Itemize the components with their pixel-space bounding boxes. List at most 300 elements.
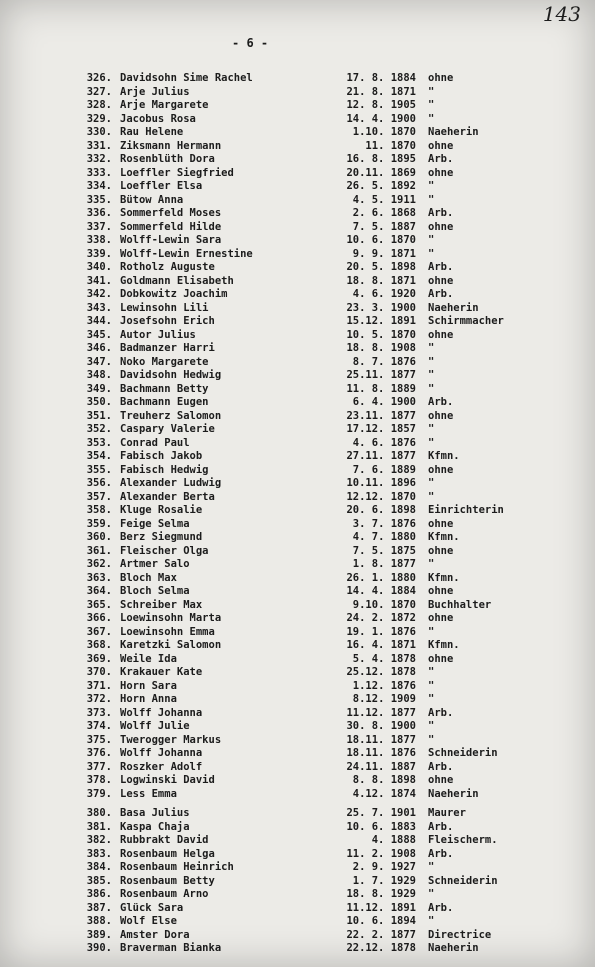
occupation: Naeherin bbox=[428, 126, 479, 138]
entry-number: 385. bbox=[86, 874, 112, 887]
birth-date: 8. 7. 1876 bbox=[352, 355, 416, 368]
entry-number: 382. bbox=[86, 834, 112, 846]
person-name: Ziksmann Hermann bbox=[120, 139, 222, 152]
occupation: ohne bbox=[428, 328, 454, 341]
birth-date: 23.11. 1877 bbox=[346, 409, 416, 422]
list-row bbox=[66, 410, 575, 424]
list-row bbox=[66, 531, 575, 545]
occupation: ohne bbox=[428, 585, 454, 597]
list-row bbox=[66, 275, 575, 289]
person-name: Berz Siegmund bbox=[120, 531, 203, 543]
entry-number: 343. bbox=[86, 301, 112, 314]
entry-number: 354. bbox=[86, 450, 112, 462]
occupation: Arb. bbox=[428, 706, 454, 719]
occupation: Einrichterin bbox=[428, 504, 504, 516]
entry-number: 379. bbox=[86, 787, 112, 800]
list-row bbox=[66, 477, 575, 491]
entry-number: 341. bbox=[86, 274, 112, 287]
person-name: Noko Margarete bbox=[120, 355, 209, 368]
entry-number: 381. bbox=[86, 820, 112, 833]
birth-date: 20. 6. 1898 bbox=[346, 504, 416, 516]
birth-date: 2. 6. 1868 bbox=[352, 207, 416, 219]
entry-number: 356. bbox=[86, 477, 112, 489]
entry-number: 380. bbox=[86, 807, 112, 819]
list-row bbox=[66, 545, 575, 559]
person-name: Loeffler Siegfried bbox=[120, 166, 234, 179]
entry-number: 349. bbox=[86, 382, 112, 395]
list-row bbox=[66, 450, 575, 464]
occupation: " bbox=[428, 888, 435, 900]
occupation: Schneiderin bbox=[428, 747, 498, 759]
entry-number: 344. bbox=[86, 315, 112, 327]
birth-date: 1.10. 1870 bbox=[352, 126, 416, 138]
list-row bbox=[66, 707, 575, 721]
entry-number: 351. bbox=[86, 409, 112, 422]
entry-number: 371. bbox=[86, 679, 112, 692]
occupation: " bbox=[428, 247, 435, 260]
list-row bbox=[66, 180, 575, 194]
list-row bbox=[66, 585, 575, 599]
list-row bbox=[66, 807, 575, 821]
person-name: Horn Anna bbox=[120, 693, 177, 705]
list-row bbox=[66, 234, 575, 248]
person-name: Krakauer Kate bbox=[120, 666, 203, 678]
occupation: " bbox=[428, 99, 435, 111]
entry-number: 369. bbox=[86, 652, 112, 665]
person-name: Rosenblüth Dora bbox=[120, 153, 215, 165]
list-row bbox=[66, 599, 575, 613]
list-row bbox=[66, 693, 575, 707]
person-name: Loeffler Elsa bbox=[120, 180, 203, 192]
birth-date: 7. 5. 1875 bbox=[352, 544, 416, 557]
list-row bbox=[66, 329, 575, 343]
list-row bbox=[66, 875, 575, 889]
person-name: Wolff Johanna bbox=[120, 747, 203, 759]
birth-date: 27.11. 1877 bbox=[346, 450, 416, 462]
birth-date: 7. 6. 1889 bbox=[352, 463, 416, 476]
list-row bbox=[66, 464, 575, 478]
birth-date: 22.12. 1878 bbox=[346, 942, 416, 954]
occupation: ohne bbox=[428, 166, 454, 179]
entry-number: 348. bbox=[86, 369, 112, 381]
person-name: Arje Margarete bbox=[120, 99, 209, 111]
person-name: Fabisch Jakob bbox=[120, 450, 203, 462]
list-row bbox=[66, 396, 575, 410]
birth-date: 18. 8. 1929 bbox=[346, 888, 416, 900]
entry-number: 368. bbox=[86, 639, 112, 651]
occupation: " bbox=[428, 369, 435, 381]
entry-number: 376. bbox=[86, 747, 112, 759]
birth-date: 4. 7. 1880 bbox=[352, 531, 416, 543]
birth-date: 1. 8. 1877 bbox=[352, 558, 416, 570]
person-name: Wolff Julie bbox=[120, 720, 190, 732]
occupation: Buchhalter bbox=[428, 598, 492, 611]
occupation: Naeherin bbox=[428, 942, 479, 954]
entry-number: 346. bbox=[86, 342, 112, 354]
entry-number: 352. bbox=[86, 423, 112, 435]
entry-number: 384. bbox=[86, 861, 112, 873]
person-name: Logwinski David bbox=[120, 774, 215, 786]
occupation: Fleischerm. bbox=[428, 834, 498, 846]
occupation: Arb. bbox=[428, 847, 454, 860]
entry-number: 345. bbox=[86, 328, 112, 341]
entry-number: 390. bbox=[86, 942, 112, 954]
occupation: " bbox=[428, 720, 435, 732]
birth-date: 16. 4. 1871 bbox=[346, 639, 416, 651]
birth-date: 23. 3. 1900 bbox=[346, 301, 416, 314]
list-row bbox=[66, 369, 575, 383]
entry-number: 359. bbox=[86, 517, 112, 530]
occupation: Schirmmacher bbox=[428, 315, 504, 327]
person-name: Rotholz Auguste bbox=[120, 261, 215, 273]
person-name: Kluge Rosalie bbox=[120, 504, 203, 516]
occupation: ohne bbox=[428, 274, 454, 287]
list-row bbox=[66, 342, 575, 356]
entry-number: 331. bbox=[86, 139, 112, 152]
list-row bbox=[66, 848, 575, 862]
birth-date: 12.12. 1870 bbox=[346, 490, 416, 503]
entry-number: 377. bbox=[86, 760, 112, 773]
list-row bbox=[66, 720, 575, 734]
occupation: ohne bbox=[428, 517, 454, 530]
entry-number: 372. bbox=[86, 693, 112, 705]
birth-date: 4. 6. 1920 bbox=[352, 288, 416, 300]
person-name: Dobkowitz Joachim bbox=[120, 288, 228, 300]
list-row bbox=[66, 491, 575, 505]
birth-date: 17. 8. 1884 bbox=[346, 72, 416, 84]
person-name: Jacobus Rosa bbox=[120, 112, 196, 125]
occupation: " bbox=[428, 342, 435, 354]
person-name: Bachmann Eugen bbox=[120, 396, 209, 408]
occupation: Arb. bbox=[428, 288, 454, 300]
folio-number: 143 bbox=[542, 2, 581, 26]
birth-date: 15.12. 1891 bbox=[346, 315, 416, 327]
birth-date: 11. 1870 bbox=[365, 139, 416, 152]
person-name: Goldmann Elisabeth bbox=[120, 274, 234, 287]
occupation: " bbox=[428, 193, 435, 206]
birth-date: 11.12. 1877 bbox=[346, 706, 416, 719]
list-row bbox=[66, 72, 575, 86]
birth-date: 10.11. 1896 bbox=[346, 477, 416, 489]
entry-number: 334. bbox=[86, 180, 112, 192]
occupation: " bbox=[428, 180, 435, 192]
occupation: ohne bbox=[428, 139, 454, 152]
occupation: " bbox=[428, 355, 435, 368]
occupation: " bbox=[428, 85, 435, 98]
list-row bbox=[66, 99, 575, 113]
list-row bbox=[66, 423, 575, 437]
person-name: Lewinsohn Lili bbox=[120, 301, 209, 314]
person-name: Autor Julius bbox=[120, 328, 196, 341]
birth-date: 10. 6. 1883 bbox=[346, 820, 416, 833]
birth-date: 2. 9. 1927 bbox=[352, 861, 416, 873]
occupation: " bbox=[428, 666, 435, 678]
person-name: Arje Julius bbox=[120, 85, 190, 98]
occupation: Naeherin bbox=[428, 787, 479, 800]
person-name: Braverman Bianka bbox=[120, 942, 222, 954]
list-row bbox=[66, 666, 575, 680]
person-name: Less Emma bbox=[120, 787, 177, 800]
person-name: Rosenbaum Helga bbox=[120, 847, 215, 860]
birth-date: 1.12. 1876 bbox=[352, 679, 416, 692]
occupation: ohne bbox=[428, 652, 454, 665]
entry-number: 329. bbox=[86, 112, 112, 125]
occupation: Arb. bbox=[428, 207, 454, 219]
list-row bbox=[66, 315, 575, 329]
occupation: ohne bbox=[428, 612, 454, 624]
list-row bbox=[66, 437, 575, 451]
birth-date: 26. 5. 1892 bbox=[346, 180, 416, 192]
birth-date: 9.10. 1870 bbox=[352, 598, 416, 611]
birth-date: 7. 5. 1887 bbox=[352, 220, 416, 233]
list-row bbox=[66, 248, 575, 262]
birth-date: 24.11. 1887 bbox=[346, 760, 416, 773]
birth-date: 11.12. 1891 bbox=[346, 901, 416, 914]
occupation: Arb. bbox=[428, 901, 454, 914]
person-name: Fabisch Hedwig bbox=[120, 463, 209, 476]
entry-number: 360. bbox=[86, 531, 112, 543]
list-row bbox=[66, 612, 575, 626]
birth-date: 18. 8. 1908 bbox=[346, 342, 416, 354]
person-name: Loewinsohn Emma bbox=[120, 625, 215, 638]
birth-date: 14. 4. 1900 bbox=[346, 112, 416, 125]
person-name: Kaspa Chaja bbox=[120, 820, 190, 833]
occupation: " bbox=[428, 234, 435, 246]
occupation: " bbox=[428, 915, 435, 927]
birth-date: 25.12. 1878 bbox=[346, 666, 416, 678]
entry-number: 327. bbox=[86, 85, 112, 98]
person-name: Wolff-Lewin Sara bbox=[120, 234, 222, 246]
occupation: Maurer bbox=[428, 807, 466, 819]
person-name: Sommerfeld Hilde bbox=[120, 220, 222, 233]
list-row bbox=[66, 888, 575, 902]
occupation: " bbox=[428, 490, 435, 503]
occupation: ohne bbox=[428, 220, 454, 233]
person-name: Bütow Anna bbox=[120, 193, 184, 206]
entry-number: 338. bbox=[86, 234, 112, 246]
birth-date: 10. 6. 1870 bbox=[346, 234, 416, 246]
birth-date: 6. 4. 1900 bbox=[352, 396, 416, 408]
entry-number: 387. bbox=[86, 901, 112, 914]
person-name: Wolf Else bbox=[120, 915, 177, 927]
occupation: " bbox=[428, 477, 435, 489]
list-row bbox=[66, 261, 575, 275]
person-name: Horn Sara bbox=[120, 679, 177, 692]
list-row bbox=[66, 902, 575, 916]
list-row bbox=[66, 153, 575, 167]
person-name: Josefsohn Erich bbox=[120, 315, 215, 327]
occupation: Kfmn. bbox=[428, 639, 460, 651]
entry-number: 326. bbox=[86, 72, 112, 84]
birth-date: 11. 2. 1908 bbox=[346, 847, 416, 860]
birth-date: 24. 2. 1872 bbox=[346, 612, 416, 624]
page-number: - 6 - bbox=[232, 36, 269, 50]
person-name: Davidsohn Hedwig bbox=[120, 369, 222, 381]
person-name: Wolff Johanna bbox=[120, 706, 203, 719]
person-name: Conrad Paul bbox=[120, 436, 190, 449]
birth-date: 5. 4. 1878 bbox=[352, 652, 416, 665]
birth-date: 4. 1888 bbox=[371, 834, 416, 846]
occupation: Arb. bbox=[428, 396, 454, 408]
birth-date: 20. 5. 1898 bbox=[346, 261, 416, 273]
list-row bbox=[66, 126, 575, 140]
occupation: " bbox=[428, 112, 435, 125]
entry-number: 364. bbox=[86, 585, 112, 597]
occupation: ohne bbox=[428, 774, 454, 786]
occupation: Arb. bbox=[428, 261, 454, 273]
person-name: Twerogger Markus bbox=[120, 733, 222, 746]
birth-date: 10. 6. 1894 bbox=[346, 915, 416, 927]
birth-date: 12. 8. 1905 bbox=[346, 99, 416, 111]
birth-date: 3. 7. 1876 bbox=[352, 517, 416, 530]
list-row bbox=[66, 572, 575, 586]
entry-number: 388. bbox=[86, 915, 112, 927]
birth-date: 11. 8. 1889 bbox=[346, 382, 416, 395]
list-row bbox=[66, 834, 575, 848]
entry-number: 375. bbox=[86, 733, 112, 746]
birth-date: 22. 2. 1877 bbox=[346, 928, 416, 941]
entry-number: 336. bbox=[86, 207, 112, 219]
occupation: Naeherin bbox=[428, 301, 479, 314]
list-row bbox=[66, 915, 575, 929]
list-row bbox=[66, 626, 575, 640]
birth-date: 16. 8. 1895 bbox=[346, 153, 416, 165]
entry-number: 340. bbox=[86, 261, 112, 273]
person-name: Alexander Berta bbox=[120, 490, 215, 503]
list-row bbox=[66, 194, 575, 208]
list-row bbox=[66, 558, 575, 572]
occupation: Kfmn. bbox=[428, 450, 460, 462]
occupation: ohne bbox=[428, 463, 454, 476]
birth-date: 25. 7. 1901 bbox=[346, 807, 416, 819]
entry-number: 362. bbox=[86, 558, 112, 570]
entry-number: 330. bbox=[86, 126, 112, 138]
person-name: Caspary Valerie bbox=[120, 423, 215, 435]
person-name: Treuherz Salomon bbox=[120, 409, 222, 422]
person-name: Loewinsohn Marta bbox=[120, 612, 222, 624]
occupation: Kfmn. bbox=[428, 531, 460, 543]
occupation: ohne bbox=[428, 72, 454, 84]
person-list bbox=[66, 72, 575, 956]
birth-date: 21. 8. 1871 bbox=[346, 85, 416, 98]
entry-number: 328. bbox=[86, 99, 112, 111]
entry-number: 335. bbox=[86, 193, 112, 206]
entry-number: 357. bbox=[86, 490, 112, 503]
entry-number: 374. bbox=[86, 720, 112, 732]
person-name: Basa Julius bbox=[120, 807, 190, 819]
entry-number: 383. bbox=[86, 847, 112, 860]
person-name: Badmanzer Harri bbox=[120, 342, 215, 354]
person-name: Amster Dora bbox=[120, 928, 190, 941]
birth-date: 17.12. 1857 bbox=[346, 423, 416, 435]
list-row bbox=[66, 653, 575, 667]
list-row bbox=[66, 221, 575, 235]
list-row bbox=[66, 302, 575, 316]
list-row bbox=[66, 861, 575, 875]
person-name: Bloch Max bbox=[120, 571, 177, 584]
list-row bbox=[66, 140, 575, 154]
occupation: " bbox=[428, 861, 435, 873]
entry-number: 366. bbox=[86, 612, 112, 624]
list-row bbox=[66, 774, 575, 788]
person-name: Rosenbaum Arno bbox=[120, 888, 209, 900]
birth-date: 8.12. 1909 bbox=[352, 693, 416, 705]
list-row bbox=[66, 761, 575, 775]
occupation: Schneiderin bbox=[428, 874, 498, 887]
list-row bbox=[66, 680, 575, 694]
person-name: Alexander Ludwig bbox=[120, 477, 222, 489]
list-row bbox=[66, 113, 575, 127]
entry-number: 378. bbox=[86, 774, 112, 786]
list-row bbox=[66, 383, 575, 397]
occupation: Kfmn. bbox=[428, 571, 460, 584]
entry-number: 358. bbox=[86, 504, 112, 516]
entry-number: 367. bbox=[86, 625, 112, 638]
person-name: Glück Sara bbox=[120, 901, 184, 914]
list-row bbox=[66, 86, 575, 100]
occupation: " bbox=[428, 436, 435, 449]
list-row bbox=[66, 639, 575, 653]
birth-date: 4.12. 1874 bbox=[352, 787, 416, 800]
person-name: Schreiber Max bbox=[120, 598, 203, 611]
occupation: " bbox=[428, 558, 435, 570]
person-name: Artmer Salo bbox=[120, 558, 190, 570]
entry-number: 373. bbox=[86, 706, 112, 719]
birth-date: 10. 5. 1870 bbox=[346, 328, 416, 341]
birth-date: 14. 4. 1884 bbox=[346, 585, 416, 597]
person-name: Karetzki Salomon bbox=[120, 639, 222, 651]
entry-number: 365. bbox=[86, 598, 112, 611]
list-row bbox=[66, 167, 575, 181]
entry-number: 332. bbox=[86, 153, 112, 165]
birth-date: 4. 5. 1911 bbox=[352, 193, 416, 206]
list-row bbox=[66, 207, 575, 221]
person-name: Davidsohn Sime Rachel bbox=[120, 72, 253, 84]
list-row bbox=[66, 821, 575, 835]
entry-number: 389. bbox=[86, 928, 112, 941]
birth-date: 8. 8. 1898 bbox=[352, 774, 416, 786]
entry-number: 355. bbox=[86, 463, 112, 476]
birth-date: 1. 7. 1929 bbox=[352, 874, 416, 887]
occupation: " bbox=[428, 382, 435, 395]
occupation: Arb. bbox=[428, 820, 454, 833]
occupation: Arb. bbox=[428, 153, 454, 165]
entry-number: 350. bbox=[86, 396, 112, 408]
birth-date: 4. 6. 1876 bbox=[352, 436, 416, 449]
occupation: ohne bbox=[428, 409, 454, 422]
entry-number: 363. bbox=[86, 571, 112, 584]
entry-number: 342. bbox=[86, 288, 112, 300]
entry-number: 337. bbox=[86, 220, 112, 233]
list-row bbox=[66, 356, 575, 370]
person-name: Rosenbaum Betty bbox=[120, 874, 215, 887]
occupation: Arb. bbox=[428, 760, 454, 773]
entry-number: 361. bbox=[86, 544, 112, 557]
birth-date: 18.11. 1876 bbox=[346, 747, 416, 759]
list-row bbox=[66, 788, 575, 802]
person-name: Rubbrakt David bbox=[120, 834, 209, 846]
entry-number: 386. bbox=[86, 888, 112, 900]
entry-number: 353. bbox=[86, 436, 112, 449]
list-row bbox=[66, 518, 575, 532]
occupation: " bbox=[428, 679, 435, 692]
list-row bbox=[66, 734, 575, 748]
entry-number: 333. bbox=[86, 166, 112, 179]
list-row bbox=[66, 504, 575, 518]
person-name: Rau Helene bbox=[120, 126, 184, 138]
occupation: " bbox=[428, 625, 435, 638]
person-name: Weile Ida bbox=[120, 652, 177, 665]
